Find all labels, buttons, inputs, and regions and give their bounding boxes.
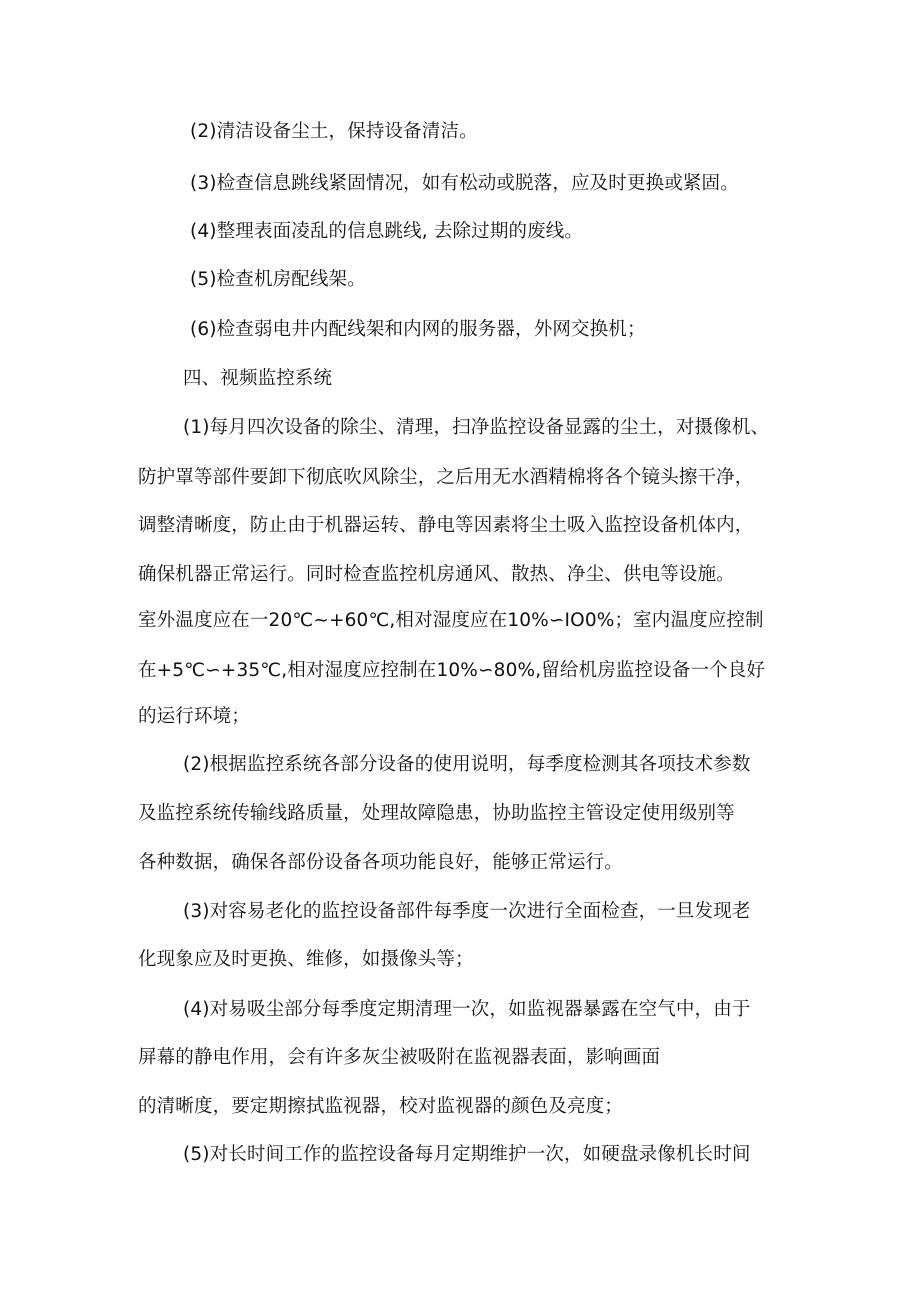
section-heading-video-surveillance: 四、视频监控系统 [183,368,333,389]
paragraph-4-line-2: 屏幕的静电作用，会有许多灰尘被吸附在监视器表面，影响画面 [138,1047,661,1068]
text-line-item-5-check-frame: (5)检查机房配线架。 [190,269,366,290]
text-line-item-6-check-shaft: (6)检查弱电井内配线架和内网的服务器，外网交换机； [190,319,646,340]
paragraph-1-line-5: 室外温度应在一20℃~+60℃,相对湿度应在10%∽IO0%；室内温度应控制 [138,610,764,631]
paragraph-4-line-1: (4)对易吸尘部分每季度定期清理一次，如监视器暴露在空气中，由于 [183,999,751,1020]
paragraph-1-line-4: 确保机器正常运行。同时检查监控机房通风、散热、净尘、供电等设施。 [138,564,735,585]
paragraph-2-line-2: 及监控系统传输线路质量，处理故障隐患，协助监控主管设定使用级别等 [138,803,735,824]
text-line-item-4-tidy-cords: (4)整理表面凌乱的信息跳线, 去除过期的废线。 [190,221,584,242]
paragraph-2-line-3: 各种数据，确保各部份设备各项功能良好，能够正常运行。 [138,852,623,873]
text-line-item-3-check-patch-cords: (3)检查信息跳线紧固情况，如有松动或脱落，应及时更换或紧固。 [190,173,739,194]
paragraph-5-line-1: (5)对长时间工作的监控设备每月定期维护一次，如硬盘录像机长时间 [183,1144,751,1165]
paragraph-4-line-3: 的清晰度，要定期擦拭监视器，校对监视器的颜色及亮度； [138,1096,623,1117]
paragraph-1-line-1: (1)每月四次设备的除尘、清理，扫净监控设备显露的尘土，对摄像机、 [183,417,770,438]
paragraph-3-line-2: 化现象应及时更换、维修，如摄像头等； [138,949,474,970]
paragraph-1-line-2: 防护罩等部件要卸下彻底吹风除尘，之后用无水酒精棉将各个镜头擦干净， [138,467,754,488]
text-line-item-2-clean-dust: (2)清洁设备尘土，保持设备清洁。 [190,121,478,142]
paragraph-1-line-6: 在+5℃∽+35℃,相对湿度应控制在10%∽80%,留给机房监控设备一个良好 [138,660,766,681]
paragraph-1-line-7: 的运行环境； [138,706,250,727]
paragraph-3-line-1: (3)对容易老化的监控设备部件每季度一次进行全面检查，一旦发现老 [183,901,751,922]
paragraph-2-line-1: (2)根据监控系统各部分设备的使用说明，每季度检测其各项技术参数 [183,754,751,775]
paragraph-1-line-3: 调整清晰度，防止由于机器运转、静电等因素将尘土吸入监控设备机体内， [138,515,754,536]
